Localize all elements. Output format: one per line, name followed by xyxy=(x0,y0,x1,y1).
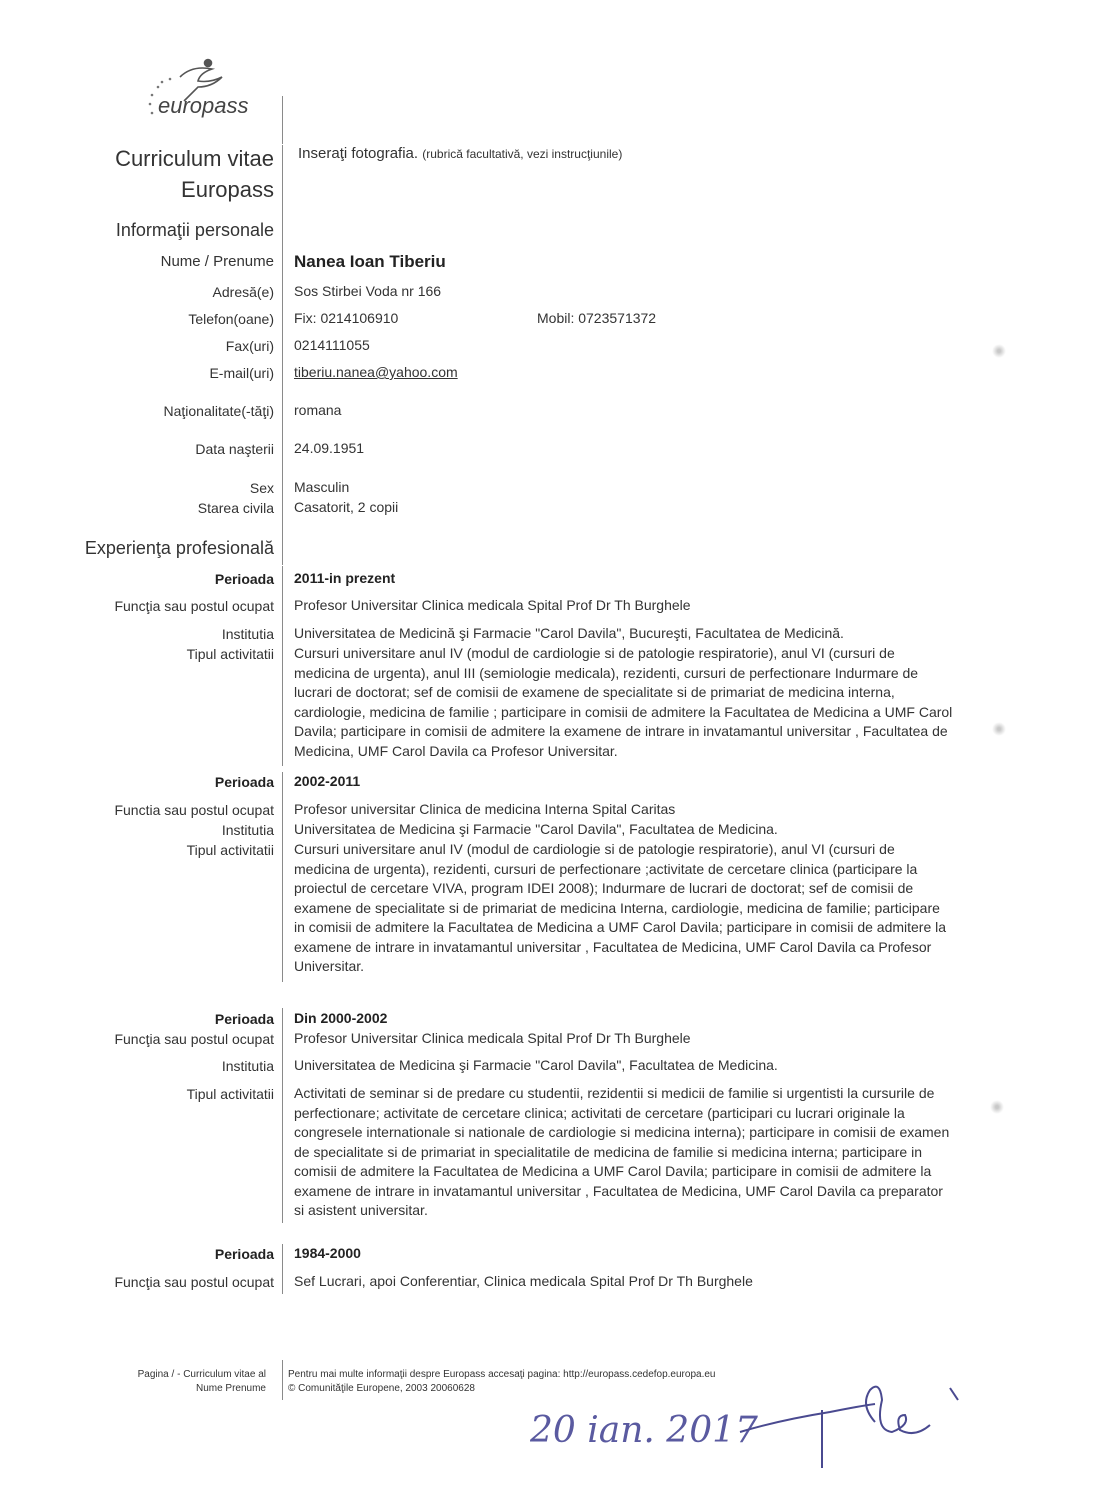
footer-page-label: Pagina / - Curriculum vitae al xyxy=(137,1369,266,1380)
label-period: Perioada xyxy=(214,571,274,587)
label-activity: Tipul activitatii xyxy=(186,646,274,662)
value-civil-status: Casatorit, 2 copii xyxy=(294,499,399,515)
footer-name-label: Nume Prenume xyxy=(195,1383,266,1394)
value-function: Sef Lucrari, apoi Conferentiar, Clinica medicala Spital Prof Dr Th Burghele xyxy=(294,1273,753,1289)
section-heading-experience: Experienţa profesională xyxy=(84,538,274,558)
email-link[interactable]: tiberiu.nanea@yahoo.com xyxy=(294,364,458,380)
footer-left xyxy=(138,1368,266,1396)
label-function: Functia sau postul ocupat xyxy=(114,802,274,818)
value-institution: Universitatea de Medicina şi Farmacie "Carol Davila", Facultatea de Medicina. xyxy=(294,821,778,837)
label-sex: Sex xyxy=(249,480,274,496)
label-name: Nume / Prenume xyxy=(160,253,274,270)
value-activity: Cursuri universitare anul IV (modul de cardiologie si de patologie respiratorie), anul VI (cursuri de medicina de urgenta), rezidenti, cursuri de perfectionare ;activitate de cercetare clinica (participare la proiectul de cercetare VIVA, program IDEI 2008); Indurmare de lucrari de doctorat; sef de comisii de examene de specialitate si de primariat de medicina Interna, cardiologie, medicina de familie; participare in comisii de admitere la Facultatea de Medicina a UMF Carol Davila; participare in comisii de admitere la examene de intrare in invatamantul universitar , Facultatea de Medicina, UMF Carol Davila ca Profesor Universitar. xyxy=(294,841,947,974)
label-civil-status: Starea civila xyxy=(197,500,274,516)
value-phone-mobile: Mobil: 0723571372 xyxy=(537,310,657,326)
scan-speck xyxy=(992,722,1006,736)
value-period: 1984-2000 xyxy=(294,1245,361,1261)
value-nationality: romana xyxy=(294,402,342,418)
value-birth: 24.09.1951 xyxy=(294,440,365,456)
label-period: Perioada xyxy=(214,774,274,790)
column-divider xyxy=(282,1360,283,1400)
label-function: Funcţia sau postul ocupat xyxy=(114,598,274,614)
label-address: Adresă(e) xyxy=(212,284,274,300)
value-phone-fix: Fix: 0214106910 xyxy=(294,310,399,326)
value-fax: 0214111055 xyxy=(294,337,370,353)
value-address: Sos Stirbei Voda nr 166 xyxy=(294,283,442,299)
column-divider xyxy=(282,1244,283,1294)
label-email: E-mail(uri) xyxy=(209,365,274,381)
cv-title-line-2: Europass xyxy=(181,177,274,202)
handwritten-date: 20 ian. 2017 xyxy=(530,1410,758,1451)
label-activity: Tipul activitatii xyxy=(186,842,274,858)
europass-logo xyxy=(140,55,270,130)
label-institution: Institutia xyxy=(221,1058,274,1074)
value-function: Profesor Universitar Clinica medicala Spital Prof Dr Th Burghele xyxy=(294,1030,691,1046)
signature-icon xyxy=(530,1370,960,1480)
column-divider xyxy=(282,96,283,144)
column-divider xyxy=(282,1008,283,1223)
scan-speck xyxy=(990,1100,1004,1114)
column-divider xyxy=(282,772,283,982)
scan-speck xyxy=(992,344,1006,358)
label-institution: Institutia xyxy=(221,626,274,642)
section-heading-personal: Informaţii personale xyxy=(115,220,274,240)
label-fax: Fax(uri) xyxy=(225,338,274,354)
value-period: Din 2000-2002 xyxy=(294,1010,388,1026)
label-birth: Data naşterii xyxy=(195,441,274,457)
value-sex: Masculin xyxy=(294,479,350,495)
label-activity: Tipul activitatii xyxy=(186,1086,274,1102)
cv-title-line-1: Curriculum vitae xyxy=(115,146,274,171)
footer-europass-info: Pentru mai multe informaţii despre Europass accesaţi pagina: http://europass.cedefop.europa.eu xyxy=(288,1369,716,1380)
value-name: Nanea Ioan Tiberiu xyxy=(294,252,446,271)
handwritten-date-signature xyxy=(530,1370,960,1485)
label-function: Funcţia sau postul ocupat xyxy=(114,1274,274,1290)
label-period: Perioada xyxy=(214,1246,274,1262)
value-institution: Universitatea de Medicina şi Farmacie "Carol Davila", Facultatea de Medicina. xyxy=(294,1057,778,1073)
value-activity: Cursuri universitare anul IV (modul de cardiologie si de patologie respiratorie), anul VI (cursuri de medicina de urgenta), anul III (semiologie medicala), rezidenti, cursuri de perfectionare Indurmare de lucrari de doctorat; sef de comisii de examene de specialitate si de primariat de medicina interna, cardiologie, medicina de familie ; participare in comisii de admitere la Facultatea de Medicina a UMF Carol Davila; participare in comisii de admitere la examene de intrare in invatamantul universitar , Facultatea de Medicina, UMF Carol Davila ca Profesor Universitar. xyxy=(294,645,953,759)
photo-note-small: (rubrică facultativă, vezi instrucţiunile) xyxy=(422,147,623,161)
value-institution: Universitatea de Medicină şi Farmacie "Carol Davila", Bucureşti, Facultatea de Medicină. xyxy=(294,625,844,641)
column-divider xyxy=(282,566,283,766)
value-period: 2002-2011 xyxy=(294,773,361,789)
column-divider xyxy=(282,145,283,565)
value-period: 2011-in prezent xyxy=(294,570,396,586)
europass-star-figure-icon xyxy=(140,55,270,125)
label-period: Perioada xyxy=(214,1011,274,1027)
label-nationality: Naţionalitate(-tăţi) xyxy=(163,403,274,419)
label-institution: Institutia xyxy=(221,822,274,838)
value-function: Profesor Universitar Clinica medicala Spital Prof Dr Th Burghele xyxy=(294,597,691,613)
value-function: Profesor universitar Clinica de medicina Interna Spital Caritas xyxy=(294,801,676,817)
photo-note: Inseraţi fotografia. xyxy=(298,145,419,162)
logo-text: europass xyxy=(158,93,249,118)
photo-placeholder xyxy=(298,145,622,162)
label-function: Funcţia sau postul ocupat xyxy=(114,1031,274,1047)
value-activity: Activitati de seminar si de predare cu studentii, rezidentii si medicii de familie si urgentisti la cursurile de perfectionare; activitate de cercetare clinica; activitati de cercetare (participari cu lucrari originale la congresele internationale si nationale de cardiologie si medicina interna); participare in comisii de examen de specialitate si de primariat in specialitatile de medicina de familie si medicina interna; participare in comisii de admitere la Facultatea de Medicina a UMF Carol Davila; participare in comisii de admitere la examene de intrare in invatamantul universitar , Facultatea de Medicina, UMF Carol Davila ca preparator si asistent universitar. xyxy=(294,1085,950,1218)
label-phone: Telefon(oane) xyxy=(188,311,274,327)
footer-copyright: © Comunităţile Europene, 2003 20060628 xyxy=(288,1383,475,1394)
cv-title xyxy=(115,143,274,205)
